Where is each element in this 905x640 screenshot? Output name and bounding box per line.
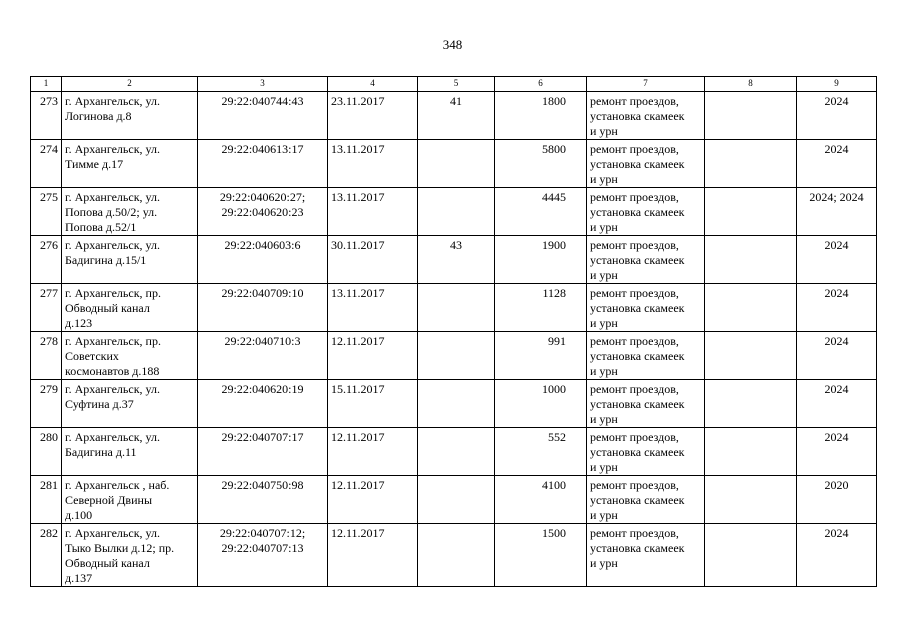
registry-table: [30, 76, 877, 587]
row-number: 281: [31, 476, 62, 524]
cadastral-cell: 29:22:040620:19: [198, 380, 328, 428]
area-cell: 1000: [495, 380, 587, 428]
works-cell: ремонт проездов, установка скамеек и урн: [587, 476, 705, 524]
date-cell: 13.11.2017: [328, 188, 418, 236]
table-row: [31, 476, 877, 524]
area-cell: 4445: [495, 188, 587, 236]
col8-cell: [705, 524, 797, 587]
works-cell: ремонт проездов, установка скамеек и урн: [587, 332, 705, 380]
date-cell: 12.11.2017: [328, 428, 418, 476]
table-row: [31, 236, 877, 284]
col8-cell: [705, 428, 797, 476]
table-row: [31, 428, 877, 476]
row-number: 280: [31, 428, 62, 476]
address-cell: г. Архангельск, ул. Тыко Вылки д.12; пр. Обводный канал д.137: [62, 524, 198, 587]
works-cell: ремонт проездов, установка скамеек и урн: [587, 524, 705, 587]
column-header: 2: [62, 77, 198, 92]
date-cell: 15.11.2017: [328, 380, 418, 428]
cadastral-cell: 29:22:040613:17: [198, 140, 328, 188]
table-row: [31, 188, 877, 236]
cadastral-cell: 29:22:040707:17: [198, 428, 328, 476]
works-cell: ремонт проездов, установка скамеек и урн: [587, 284, 705, 332]
col5-cell: [418, 524, 495, 587]
works-cell: ремонт проездов, установка скамеек и урн: [587, 428, 705, 476]
column-header: 8: [705, 77, 797, 92]
date-cell: 12.11.2017: [328, 476, 418, 524]
column-header: 6: [495, 77, 587, 92]
address-cell: г. Архангельск , наб. Северной Двины д.100: [62, 476, 198, 524]
cadastral-cell: 29:22:040744:43: [198, 92, 328, 140]
row-number: 276: [31, 236, 62, 284]
works-cell: ремонт проездов, установка скамеек и урн: [587, 188, 705, 236]
works-cell: ремонт проездов, установка скамеек и урн: [587, 140, 705, 188]
address-cell: г. Архангельск, пр. Советских космонавтов д.188: [62, 332, 198, 380]
year-cell: 2024: [797, 92, 877, 140]
year-cell: 2024: [797, 380, 877, 428]
address-cell: г. Архангельск, ул. Бадигина д.11: [62, 428, 198, 476]
address-cell: г. Архангельск, ул. Бадигина д.15/1: [62, 236, 198, 284]
table-row: [31, 380, 877, 428]
col5-cell: [418, 284, 495, 332]
cadastral-cell: 29:22:040709:10: [198, 284, 328, 332]
year-cell: 2024: [797, 140, 877, 188]
cadastral-cell: 29:22:040707:12; 29:22:040707:13: [198, 524, 328, 587]
col5-cell: [418, 188, 495, 236]
date-cell: 13.11.2017: [328, 140, 418, 188]
column-header: 3: [198, 77, 328, 92]
column-header: 7: [587, 77, 705, 92]
table-row: [31, 284, 877, 332]
area-cell: 1128: [495, 284, 587, 332]
col8-cell: [705, 284, 797, 332]
row-number: 274: [31, 140, 62, 188]
col8-cell: [705, 140, 797, 188]
column-header: 9: [797, 77, 877, 92]
area-cell: 991: [495, 332, 587, 380]
year-cell: 2024: [797, 524, 877, 587]
area-cell: 1800: [495, 92, 587, 140]
col5-cell: 43: [418, 236, 495, 284]
table-row: [31, 332, 877, 380]
cadastral-cell: 29:22:040710:3: [198, 332, 328, 380]
area-cell: 5800: [495, 140, 587, 188]
date-cell: 13.11.2017: [328, 284, 418, 332]
col8-cell: [705, 92, 797, 140]
col5-cell: [418, 476, 495, 524]
date-cell: 12.11.2017: [328, 524, 418, 587]
address-cell: г. Архангельск, ул. Логинова д.8: [62, 92, 198, 140]
col5-cell: [418, 428, 495, 476]
column-header: 4: [328, 77, 418, 92]
year-cell: 2020: [797, 476, 877, 524]
date-cell: 30.11.2017: [328, 236, 418, 284]
row-number: 273: [31, 92, 62, 140]
year-cell: 2024: [797, 236, 877, 284]
address-cell: г. Архангельск, ул. Попова д.50/2; ул. Попова д.52/1: [62, 188, 198, 236]
address-cell: г. Архангельск, ул. Тимме д.17: [62, 140, 198, 188]
row-number: 282: [31, 524, 62, 587]
area-cell: 1500: [495, 524, 587, 587]
address-cell: г. Архангельск, пр. Обводный канал д.123: [62, 284, 198, 332]
area-cell: 552: [495, 428, 587, 476]
year-cell: 2024; 2024: [797, 188, 877, 236]
col8-cell: [705, 380, 797, 428]
table-header: [31, 77, 877, 92]
works-cell: ремонт проездов, установка скамеек и урн: [587, 380, 705, 428]
col8-cell: [705, 188, 797, 236]
col8-cell: [705, 332, 797, 380]
col5-cell: [418, 380, 495, 428]
row-number: 275: [31, 188, 62, 236]
date-cell: 12.11.2017: [328, 332, 418, 380]
table-body: [31, 92, 877, 587]
cadastral-cell: 29:22:040750:98: [198, 476, 328, 524]
col8-cell: [705, 236, 797, 284]
cadastral-cell: 29:22:040620:27; 29:22:040620:23: [198, 188, 328, 236]
date-cell: 23.11.2017: [328, 92, 418, 140]
col5-cell: [418, 332, 495, 380]
works-cell: ремонт проездов, установка скамеек и урн: [587, 92, 705, 140]
table-row: [31, 140, 877, 188]
year-cell: 2024: [797, 284, 877, 332]
table-row: [31, 92, 877, 140]
column-header: 5: [418, 77, 495, 92]
header-row: [31, 77, 877, 92]
works-cell: ремонт проездов, установка скамеек и урн: [587, 236, 705, 284]
year-cell: 2024: [797, 332, 877, 380]
cadastral-cell: 29:22:040603:6: [198, 236, 328, 284]
col8-cell: [705, 476, 797, 524]
row-number: 279: [31, 380, 62, 428]
column-header: 1: [31, 77, 62, 92]
area-cell: 1900: [495, 236, 587, 284]
area-cell: 4100: [495, 476, 587, 524]
row-number: 277: [31, 284, 62, 332]
page-number: 348: [442, 37, 463, 52]
address-cell: г. Архангельск, ул. Суфтина д.37: [62, 380, 198, 428]
col5-cell: 41: [418, 92, 495, 140]
col5-cell: [418, 140, 495, 188]
table-row: [31, 524, 877, 587]
year-cell: 2024: [797, 428, 877, 476]
row-number: 278: [31, 332, 62, 380]
